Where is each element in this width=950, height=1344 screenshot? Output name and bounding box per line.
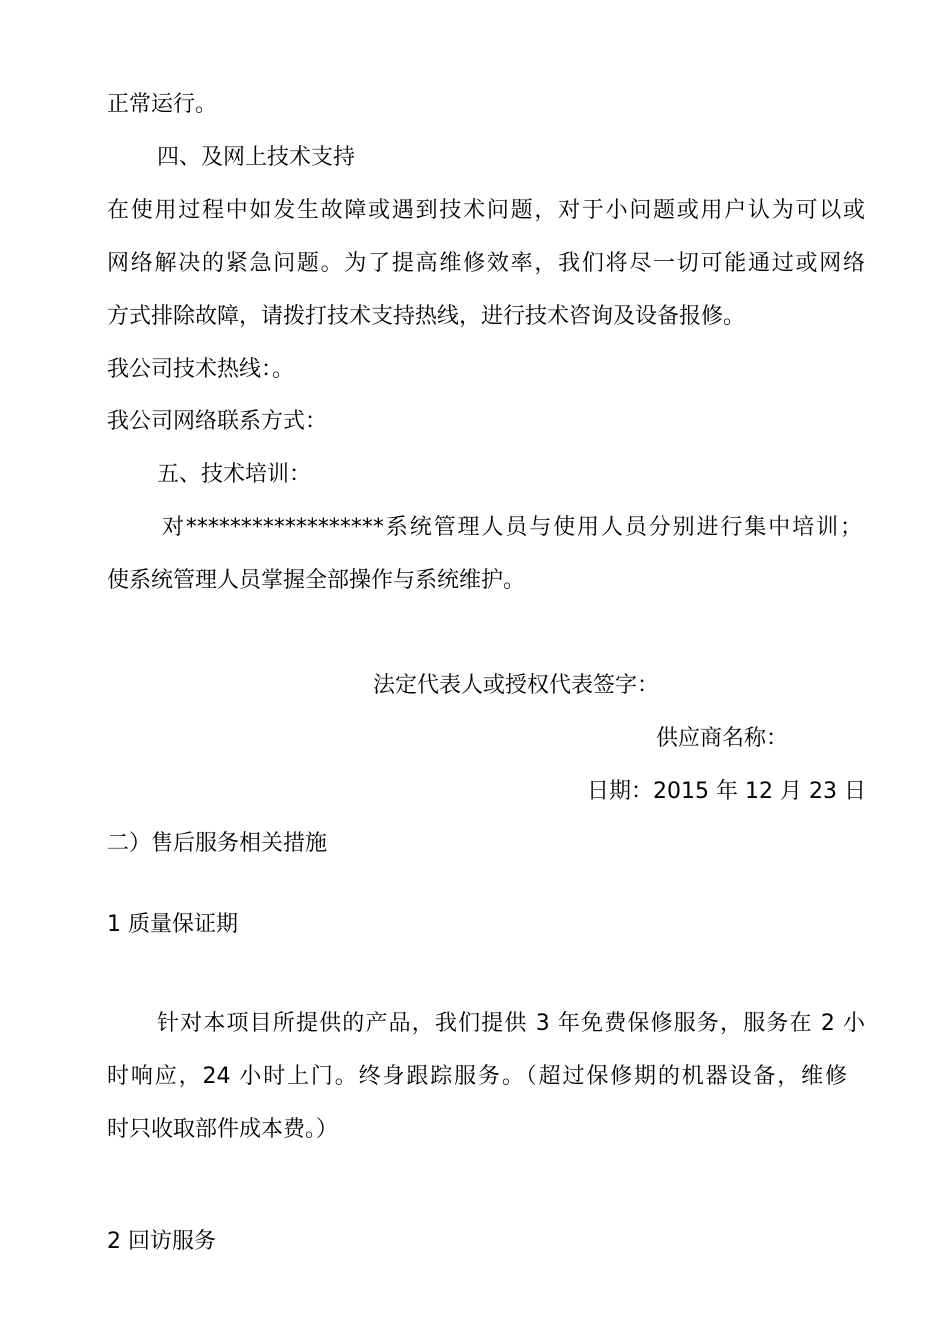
text-line: 我公司网络联系方式：: [107, 409, 328, 434]
text-line: 时响应，24 小时上门。终身跟踪服务。（超过保修期的机器设备，维修: [107, 1064, 847, 1089]
text-line: 使系统管理人员掌握全部操作与系统维护。: [107, 568, 526, 593]
section-heading: 五、技术培训：: [157, 462, 312, 487]
text-line: 时只收取部件成本费。）: [107, 1117, 339, 1142]
section-heading: 二）售后服务相关措施: [107, 831, 328, 856]
signature-label: 法定代表人或授权代表签字：: [373, 673, 660, 698]
text-line: 针对本项目所提供的产品，我们提供 3 年免费保修服务，服务在 2 小: [157, 1011, 865, 1036]
supplier-label: 供应商名称：: [656, 726, 789, 751]
text-line: 对******************系统管理人员与使用人员分别进行集中培训；: [162, 515, 862, 540]
date-line: 日期：2015 年 12 月 23 日: [587, 779, 866, 804]
text-line: 正常运行。: [107, 92, 218, 117]
text-line: 网络解决的紧急问题。为了提高维修效率，我们将尽一切可能通过或网络: [107, 251, 865, 276]
subsection-heading: 1 质量保证期: [107, 912, 238, 937]
text-line: 我公司技术热线：。: [107, 357, 295, 382]
section-heading: 四、及网上技术支持: [157, 145, 356, 170]
subsection-heading: 2 回访服务: [107, 1229, 216, 1254]
text-line: 方式排除故障，请拨打技术支持热线，进行技术咨询及设备报修。: [107, 304, 746, 329]
text-line: 在使用过程中如发生故障或遇到技术问题，对于小问题或用户认为可以或: [107, 198, 865, 223]
